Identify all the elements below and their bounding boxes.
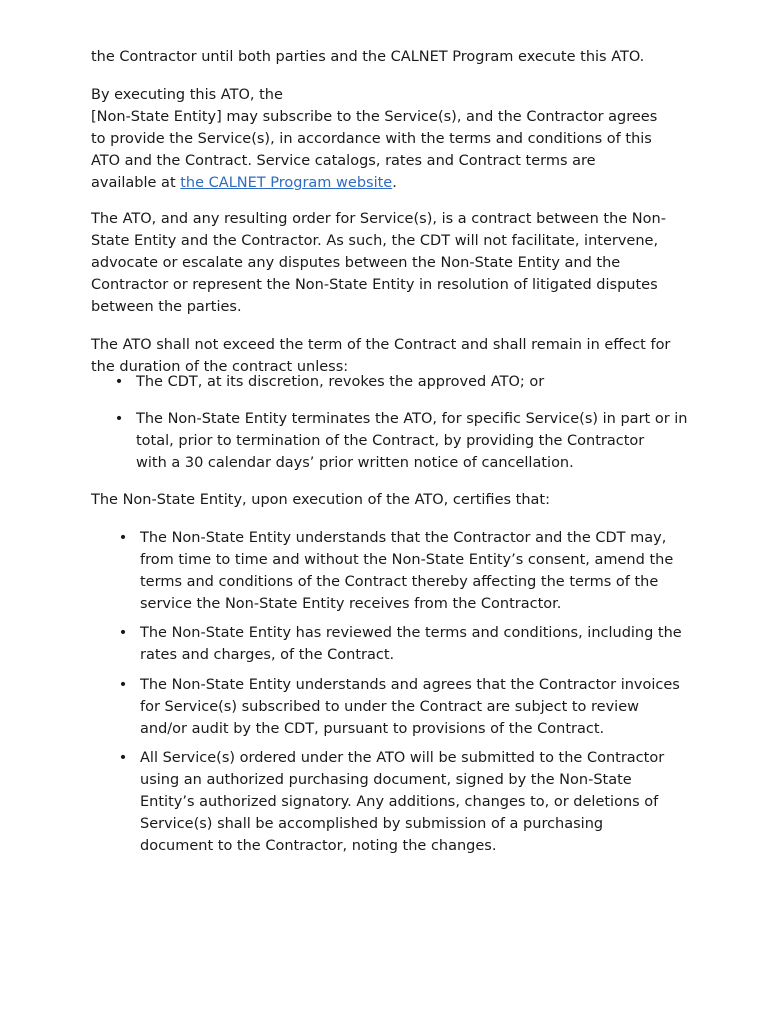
- text-line: The ATO, and any resulting order for Service(s), is a contract between the Non-: [91, 211, 666, 227]
- bullet-icon: •: [118, 625, 128, 641]
- text-line: the Contractor until both parties and the CALNET Program execute this ATO.: [91, 49, 645, 65]
- text-line: The Non-State Entity has reviewed the terms and conditions, including the: [140, 625, 682, 641]
- text-line: and/or audit by the CDT, pursuant to provisions of the Contract.: [140, 721, 605, 737]
- text-line: the duration of the contract unless:: [91, 359, 349, 375]
- bullet-icon: •: [118, 530, 128, 546]
- paragraph-contract-relationship: [91, 208, 691, 318]
- paragraph-certifies: [91, 489, 691, 511]
- list-item: [114, 408, 696, 474]
- calnet-program-website-link[interactable]: the CALNET Program website: [180, 175, 393, 191]
- list-item: [118, 674, 700, 740]
- text-line: Contractor or represent the Non-State Entity in resolution of litigated disputes: [91, 277, 658, 293]
- text-line: total, prior to termination of the Contract, by providing the Contractor: [136, 433, 645, 449]
- text-line: document to the Contractor, noting the changes.: [140, 838, 497, 854]
- text-line: All Service(s) ordered under the ATO will be submitted to the Contractor: [140, 750, 665, 766]
- text-fragment: available at: [91, 175, 181, 191]
- text-line: ATO and the Contract. Service catalogs, rates and Contract terms are: [91, 153, 596, 169]
- bullet-icon: •: [118, 750, 128, 766]
- text-line: [Non-State Entity] may subscribe to the Service(s), and the Contractor agrees: [91, 109, 658, 125]
- list-item: [118, 527, 700, 615]
- text-line: The Non-State Entity terminates the ATO, for specific Service(s) in part or in: [136, 411, 688, 427]
- text-line: The Non-State Entity, upon execution of the ATO, certifies that:: [91, 492, 550, 508]
- text-line: Service(s) shall be accomplished by submission of a purchasing: [140, 816, 604, 832]
- bullet-icon: •: [118, 677, 128, 693]
- text-line: to provide the Service(s), in accordance with the terms and conditions of this: [91, 131, 652, 147]
- text-line: Entity’s authorized signatory. Any additions, changes to, or deletions of: [140, 794, 659, 810]
- text-line: By executing this ATO, the: [91, 87, 283, 103]
- text-line: The CDT, at its discretion, revokes the approved ATO; or: [136, 374, 545, 390]
- list-item: [118, 747, 700, 857]
- list-item: [118, 622, 700, 666]
- text-fragment: .: [392, 175, 397, 191]
- text-line: The Non-State Entity understands that the Contractor and the CDT may,: [140, 530, 667, 546]
- paragraph-subscription: [91, 84, 691, 194]
- text-line: advocate or escalate any disputes between the Non-State Entity and the: [91, 255, 621, 271]
- text-line: for Service(s) subscribed to under the Contract are subject to review: [140, 699, 639, 715]
- text-line: State Entity and the Contractor. As such, the CDT will not facilitate, intervene,: [91, 233, 659, 249]
- list-item: [114, 371, 696, 393]
- text-line: with a 30 calendar days’ prior written notice of cancellation.: [136, 455, 574, 471]
- text-line: from time to time and without the Non-State Entity’s consent, amend the: [140, 552, 674, 568]
- text-line: [91, 172, 691, 194]
- text-line: service the Non-State Entity receives from the Contractor.: [140, 596, 562, 612]
- text-line: between the parties.: [91, 299, 242, 315]
- bullet-icon: •: [114, 411, 124, 427]
- text-line: The ATO shall not exceed the term of the Contract and shall remain in effect for: [91, 337, 671, 353]
- bullet-icon: •: [114, 374, 124, 390]
- text-line: The Non-State Entity understands and agrees that the Contractor invoices: [140, 677, 680, 693]
- paragraph-execution-continued: [91, 46, 691, 68]
- text-line: using an authorized purchasing document, signed by the Non-State: [140, 772, 632, 788]
- text-line: terms and conditions of the Contract thereby affecting the terms of the: [140, 574, 659, 590]
- text-line: rates and charges, of the Contract.: [140, 647, 395, 663]
